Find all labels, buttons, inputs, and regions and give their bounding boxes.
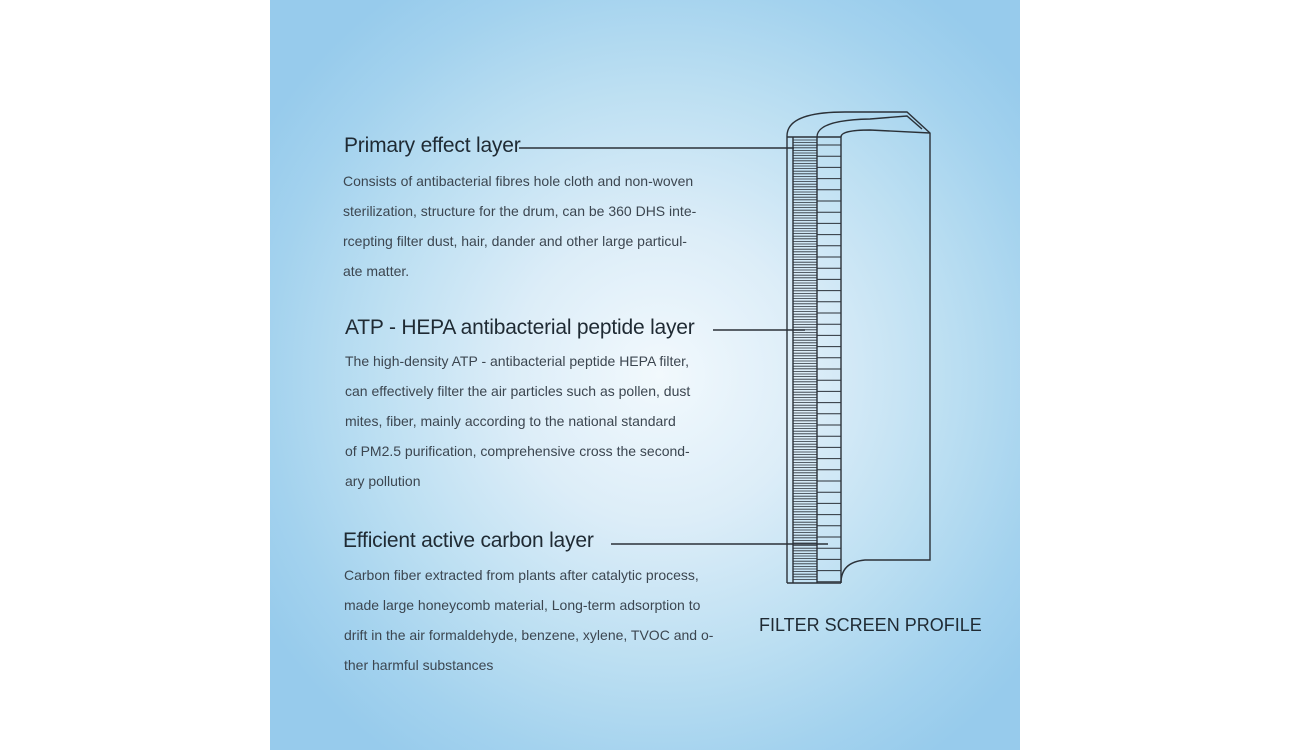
description-line: ate matter.	[343, 263, 410, 279]
description-line: drift in the air formaldehyde, benzene, xylene, TVOC and o-	[344, 627, 714, 643]
primary-layer-description	[343, 166, 696, 286]
description-line: ary pollution	[345, 473, 421, 489]
carbon-grid-lines	[817, 145, 841, 582]
description-line: can effectively filter the air particles such as pollen, dust	[345, 383, 691, 399]
carbon-layer-title: Efficient active carbon layer	[343, 529, 594, 552]
description-line: Consists of antibacterial fibres hole cloth and non-woven	[343, 173, 694, 189]
description-line: of PM2.5 purification, comprehensive cross the second-	[345, 443, 690, 459]
carbon-layer-description	[344, 560, 713, 680]
hepa-layer-title: ATP - HEPA antibacterial peptide layer	[345, 316, 695, 339]
filter-outer-shell	[787, 112, 930, 583]
filter-infographic	[270, 0, 1020, 750]
hepa-pleats	[793, 140, 817, 579]
description-line: Carbon fiber extracted from plants after catalytic process,	[344, 567, 699, 583]
description-line: ther harmful substances	[344, 657, 494, 673]
filter-screen-profile-caption: FILTER SCREEN PROFILE	[759, 615, 982, 635]
hepa-layer-description	[345, 346, 690, 496]
description-line: made large honeycomb material, Long-term adsorption to	[344, 597, 701, 613]
description-line: The high-density ATP - antibacterial peptide HEPA filter,	[345, 353, 689, 369]
description-line: sterilization, structure for the drum, can be 360 DHS inte-	[343, 203, 697, 219]
description-line: rcepting filter dust, hair, dander and other large particul-	[343, 233, 687, 249]
primary-layer-title: Primary effect layer	[344, 134, 521, 157]
filter-cap-curve-inner	[841, 130, 930, 137]
filter-cap-curve-middle	[817, 116, 922, 137]
description-line: mites, fiber, mainly according to the national standard	[345, 413, 676, 429]
